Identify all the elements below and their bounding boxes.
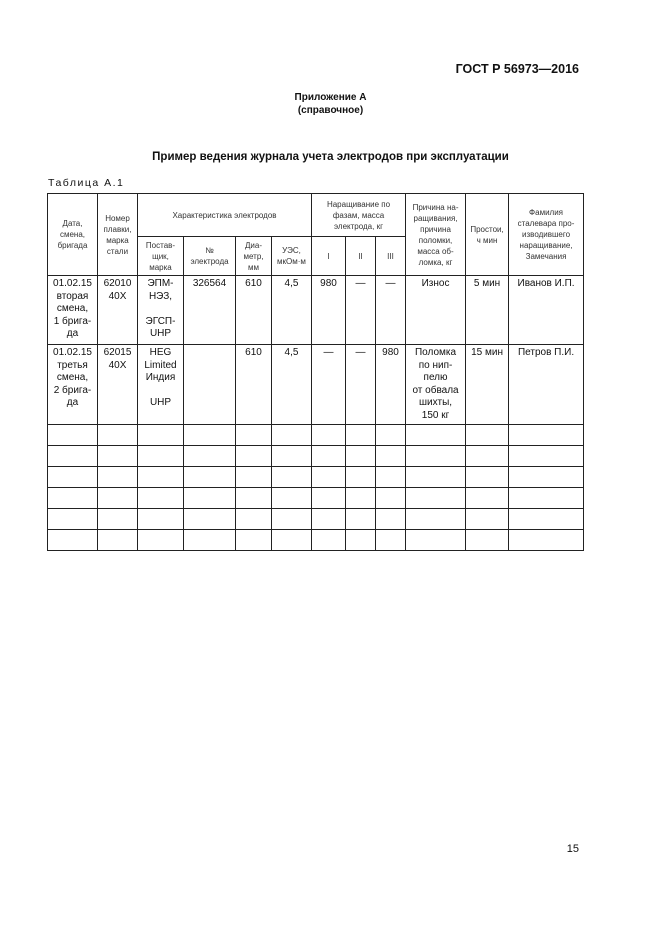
cell-resistivity: 4,5 bbox=[272, 276, 312, 345]
table-row bbox=[48, 276, 584, 345]
annex-subtitle: (справочное) bbox=[297, 105, 364, 116]
cell-resistivity: 4,5 bbox=[272, 345, 312, 425]
cell-heat: 62015 40Х bbox=[98, 345, 138, 425]
col-header-resistivity: УЭС, мкОм·м bbox=[272, 237, 312, 276]
cell-supplier: HEG Limited Индия UHP bbox=[138, 345, 184, 425]
empty-row bbox=[48, 467, 584, 488]
col-header-heat: Номер плавки, марка стали bbox=[98, 194, 138, 276]
cell-phase-2: — bbox=[346, 345, 376, 425]
page-number: 15 bbox=[566, 843, 579, 855]
empty-row bbox=[48, 509, 584, 530]
col-header-phase-2: II bbox=[346, 237, 376, 276]
cell-heat: 62010 40Х bbox=[98, 276, 138, 345]
col-header-cause: Причина на-ращивания, причина поломки, масса об-ломка, кг bbox=[406, 194, 466, 276]
col-header-phase-1: I bbox=[312, 237, 346, 276]
col-header-phase-3: III bbox=[376, 237, 406, 276]
cell-phase-1: 980 bbox=[312, 276, 346, 345]
cell-cause: Износ bbox=[406, 276, 466, 345]
cell-diameter: 610 bbox=[236, 276, 272, 345]
cell-diameter: 610 bbox=[236, 345, 272, 425]
cell-phase-3: 980 bbox=[376, 345, 406, 425]
cell-phase-1: — bbox=[312, 345, 346, 425]
document-code: ГОСТ Р 56973—2016 bbox=[455, 62, 579, 76]
cell-cause: Поломка по нип- пелю от обвала шихты, 150 кг bbox=[406, 345, 466, 425]
cell-date: 01.02.15 третья смена, 2 брига- да bbox=[48, 345, 98, 425]
table-label: Таблица А.1 bbox=[48, 177, 125, 189]
cell-downtime: 5 мин bbox=[466, 276, 509, 345]
col-header-downtime: Простои, ч мин bbox=[466, 194, 509, 276]
cell-phase-3: — bbox=[376, 276, 406, 345]
cell-date: 01.02.15 вторая смена, 1 брига- да bbox=[48, 276, 98, 345]
cell-steelmaker: Петров П.И. bbox=[509, 345, 584, 425]
col-header-electrode-characteristics: Характеристика электродов bbox=[138, 194, 312, 237]
table-row bbox=[48, 345, 584, 425]
cell-phase-2: — bbox=[346, 276, 376, 345]
col-header-supplier: Постав-щик, марка bbox=[138, 237, 184, 276]
col-header-diameter: Диа-метр, мм bbox=[236, 237, 272, 276]
empty-row bbox=[48, 488, 584, 509]
cell-electrode-number: 326564 bbox=[184, 276, 236, 345]
col-header-phase-growth: Наращивание по фазам, масса электрода, кг bbox=[312, 194, 406, 237]
table-title: Пример ведения журнала учета электродов при эксплуатации bbox=[152, 151, 509, 163]
cell-supplier: ЭПМ- НЭЗ, ЭГСП- UHP bbox=[138, 276, 184, 345]
cell-electrode-number bbox=[184, 345, 236, 425]
annex-title: Приложение А bbox=[294, 92, 367, 103]
col-header-steelmaker: Фамилия сталевара про-изводившего наращивание, Замечания bbox=[509, 194, 584, 276]
empty-row bbox=[48, 446, 584, 467]
empty-row bbox=[48, 425, 584, 446]
cell-steelmaker: Иванов И.П. bbox=[509, 276, 584, 345]
col-header-electrode-number: № электрода bbox=[184, 237, 236, 276]
electrode-log-table bbox=[47, 193, 584, 551]
col-header-date: Дата, смена, бригада bbox=[48, 194, 98, 276]
empty-row bbox=[48, 530, 584, 551]
cell-downtime: 15 мин bbox=[466, 345, 509, 425]
annex-heading bbox=[0, 91, 661, 117]
